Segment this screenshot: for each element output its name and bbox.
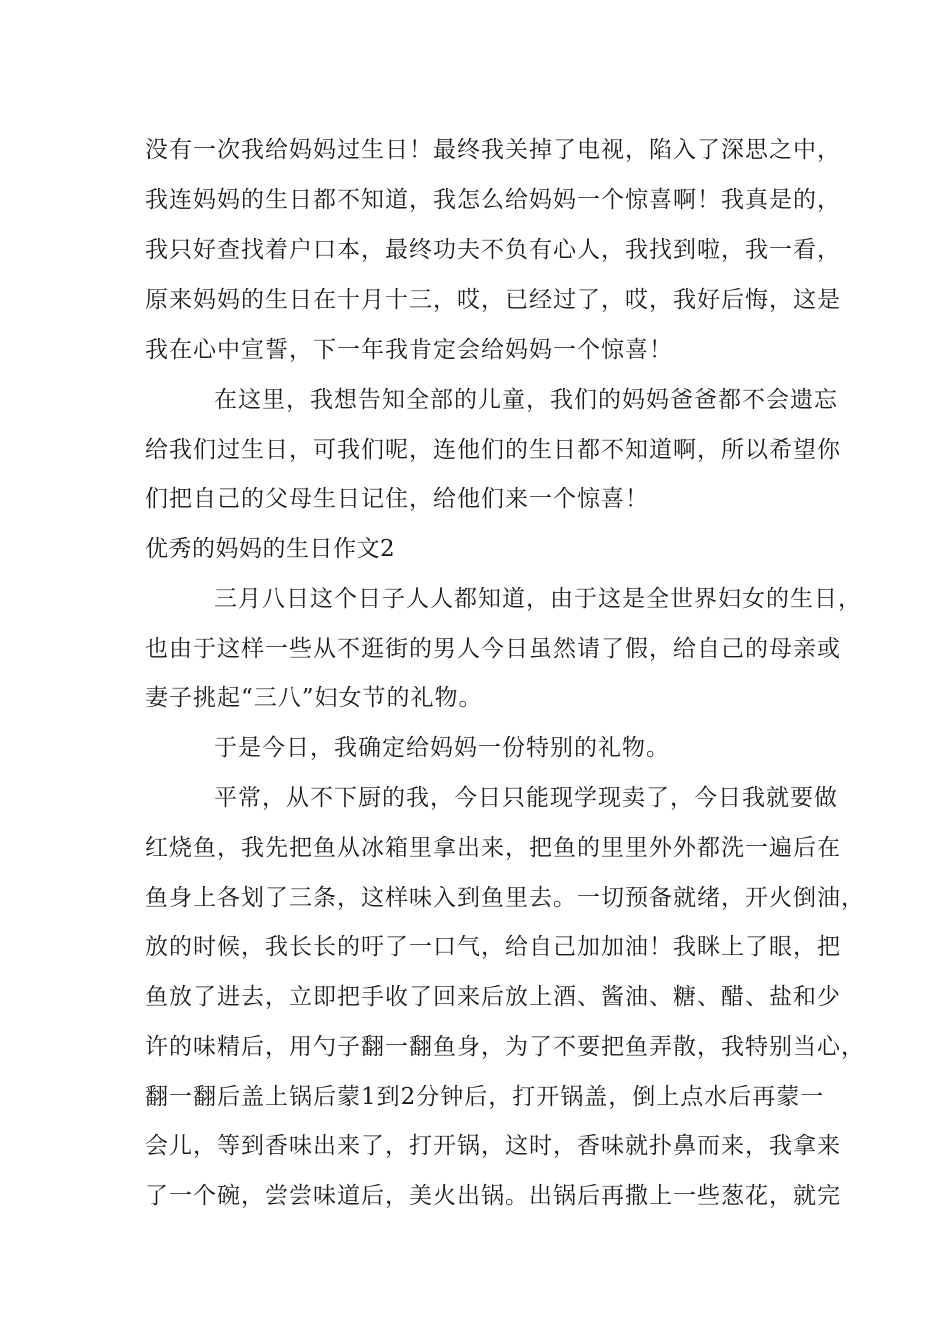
paragraph-line: 没有一次我给妈妈过生日！最终我关掉了电视，陷入了深思之中，: [145, 137, 841, 163]
paragraph-line: 我连妈妈的生日都不知道，我怎么给妈妈一个惊喜啊！我真是的，: [145, 187, 841, 213]
paragraph-line: 我只好查找着户口本，最终功夫不负有心人，我找到啦，我一看，: [145, 237, 841, 263]
paragraph-line: 鱼身上各划了三条，这样味入到鱼里去。一切预备就绪，开火倒油，: [145, 885, 865, 911]
paragraph-line: 妻子挑起“三八”妇女节的礼物。: [145, 685, 483, 711]
paragraph-line: 鱼放了进去，立即把手收了回来后放上酒、酱油、糖、醋、盐和少: [145, 984, 841, 1010]
paragraph-line: 平常，从不下厨的我，今日只能现学现卖了，今日我就要做: [214, 785, 838, 811]
paragraph-line: 了一个碗，尝尝味道后，美火出锅。出锅后再撒上一些葱花，就完: [145, 1183, 841, 1209]
paragraph-line: 原来妈妈的生日在十月十三，哎，已经过了，哎，我好后悔，这是: [145, 287, 841, 313]
section-heading: 优秀的妈妈的生日作文2: [145, 536, 396, 562]
paragraph-line: 翻一翻后盖上锅后蒙1到2分钟后，打开锅盖，倒上点水后再蒙一: [145, 1084, 825, 1110]
paragraph-line: 们把自己的父母生日记住，给他们来一个惊喜！: [145, 486, 649, 512]
paragraph-line: 会儿，等到香味出来了，打开锅，这时，香味就扑鼻而来，我拿来: [145, 1133, 841, 1159]
paragraph-line: 给我们过生日，可我们呢，连他们的生日都不知道啊，所以希望你: [145, 437, 841, 463]
paragraph-line: 红烧鱼，我先把鱼从冰箱里拿出来，把鱼的里里外外都洗一遍后在: [145, 835, 841, 861]
paragraph-line: 三月八日这个日子人人都知道，由于这是全世界妇女的生日，: [214, 586, 862, 612]
paragraph-line: 我在心中宣誓，下一年我肯定会给妈妈一个惊喜！: [145, 337, 673, 363]
paragraph-line: 放的时候，我长长的吁了一口气，给自己加加油！我眯上了眼，把: [145, 934, 841, 960]
paragraph-line: 于是今日，我确定给妈妈一份特别的礼物。: [214, 735, 670, 761]
paragraph-line: 也由于这样一些从不逛街的男人今日虽然请了假，给自己的母亲或: [145, 636, 841, 662]
paragraph-line: 许的味精后，用勺子翻一翻鱼身，为了不要把鱼弄散，我特别当心，: [145, 1034, 865, 1060]
paragraph-line: 在这里，我想告知全部的儿童，我们的妈妈爸爸都不会遗忘: [214, 387, 838, 413]
